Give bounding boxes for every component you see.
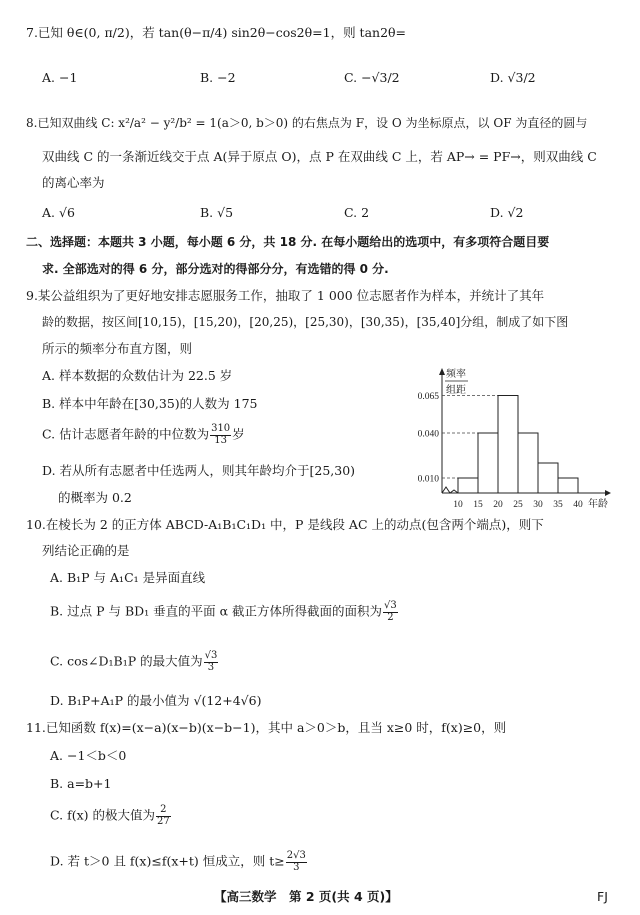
section-2-heading-line-1: 二、选择题：本题共 3 小题，每小题 6 分，共 18 分. 在每小题给出的选项中，有多项符合题目要 [26,235,550,249]
q7-option-c: C. −√3/2 [344,70,400,85]
x-tick-label: 25 [513,500,523,510]
q11-option-c-numerator: 2 [156,805,171,817]
q11-option-d [50,851,308,873]
histogram-plot [418,367,611,510]
q9-line-2: 龄的数据，按区间[10,15)，[15,20)，[20,25)，[25,30)，[30,35)，[35,40]分组，制成了如下图 [42,315,569,329]
q9-option-c-unit: 岁 [232,426,245,442]
q10-option-b [50,601,399,623]
x-axis-arrow [605,490,611,496]
q9-option-c-fraction [210,424,231,446]
q10-option-c-fraction [204,651,219,673]
y-axis-label-top: 频率 [446,369,466,380]
q10-option-b-denominator: 2 [387,611,394,623]
q10-option-b-fraction [383,601,398,623]
q10-option-c-text: C. cos∠D₁B₁P 的最大值为 [50,653,203,669]
q9-line-3: 所示的频率分布直方图，则 [42,341,193,356]
q11-option-b: B. a=b+1 [50,776,112,791]
q10-option-a: A. B₁P 与 A₁C₁ 是异面直线 [50,570,206,585]
q10-option-c-numerator: √3 [204,650,218,661]
q7-option-d: D. √3/2 [490,70,536,85]
q7-option-b: B. −2 [200,70,236,85]
section-2-heading-line-2: 求. 全部选对的得 6 分，部分选对的得部分分，有选错的得 0 分. [42,262,389,276]
axis-break [442,487,458,493]
frequency-histogram [400,365,625,510]
y-axis-label-bottom: 组距 [446,385,466,396]
histogram-bar [558,478,578,493]
q11-option-c-text: C. f(x) 的极大值为 [50,807,155,823]
q8-option-c: C. 2 [344,205,370,220]
q11-option-d-fraction [286,851,307,873]
q9-line-1: 9.某公益组织为了更好地安排志愿服务工作，抽取了 1 000 位志愿者作为样本，并统计了其年 [26,288,545,303]
q11-option-d-numerator: 2√3 [286,850,306,861]
q8-line-3: 的离心率为 [42,175,105,190]
q9-option-a: A. 样本数据的众数估计为 22.5 岁 [42,368,233,383]
q9-option-d-line-2: 的概率为 0.2 [58,490,132,505]
q11-option-a: A. −1＜b＜0 [50,748,127,763]
histogram-bar [538,463,558,493]
y-tick-label: 0.065 [417,392,439,402]
q10-option-d: D. B₁P+A₁P 的最小值为 √(12+4√6) [50,693,262,708]
q9-option-c-text: C. 估计志愿者年龄的中位数为 [42,426,210,442]
q9-option-c-denominator: 13 [214,434,227,446]
q10-option-c [50,651,219,673]
histogram-bar [498,396,518,494]
x-tick-label: 30 [533,500,543,510]
y-tick-label: 0.010 [417,474,439,485]
x-tick-label: 15 [473,500,483,510]
q10-option-c-denominator: 3 [207,661,215,673]
page-footer: 【高三数学 第 2 页(共 4 页)】 [214,889,398,904]
q10-option-b-numerator: √3 [384,600,397,611]
q11-option-c-denominator: 27 [156,815,170,827]
q9-option-d-line-1: D. 若从所有志愿者中任选两人，则其年龄均介于[25,30) [42,463,356,478]
q9-option-b: B. 样本中年龄在[30,35)的人数为 175 [42,396,258,411]
histogram-bar [458,478,478,493]
x-tick-label: 10 [453,500,463,510]
y-axis-arrow [439,368,445,375]
q8-option-d: D. √2 [490,205,524,220]
q10-line-2: 列结论正确的是 [42,543,130,558]
q11-option-c [50,805,172,827]
x-tick-label: 20 [493,500,503,510]
q8-option-b: B. √5 [200,205,234,220]
x-axis-label: 年龄 [588,499,608,510]
y-tick-label: 0.040 [417,429,439,440]
q9-option-c-numerator: 310 [211,423,231,434]
x-tick-label: 35 [553,500,563,510]
histogram-bar [518,433,538,493]
histogram-bar [478,433,498,493]
q8-option-a: A. √6 [42,205,75,220]
q8-line-2: 双曲线 C 的一条渐近线交于点 A(异于原点 O)，点 P 在双曲线 C 上，若 AP→ = PF→，则双曲线 C [42,149,597,164]
q7-option-a: A. −1 [42,70,78,85]
q8-line-1: 8.已知双曲线 C: x²/a² − y²/b² = 1(a＞0, b＞0) 的右焦点为 F，设 O 为坐标原点，以 OF 为直径的圆与 [26,116,588,130]
q9-option-c [42,424,245,446]
q10-option-b-text: B. 过点 P 与 BD₁ 垂直的平面 α 截正方体所得截面的面积为 [50,603,383,619]
q11-option-d-text: D. 若 t＞0 且 f(x)≤f(x+t) 恒成立，则 t≥ [50,853,285,869]
q11-option-c-fraction [156,805,171,827]
q7-stem: 7.已知 θ∈(0, π/2)，若 tan(θ−π/4) sin2θ−cos2θ=1，则 tan2θ= [26,25,407,40]
q10-line-1: 10.在棱长为 2 的正方体 ABCD-A₁B₁C₁D₁ 中，P 是线段 AC 上的动点(包含两个端点)，则下 [26,517,544,532]
x-tick-label: 40 [573,500,583,510]
q11-stem: 11.已知函数 f(x)=(x−a)(x−b)(x−b−1)，其中 a＞0＞b，且当 x≥0 时，f(x)≥0，则 [26,720,507,735]
q11-option-d-denominator: 3 [293,861,300,873]
paper-code: FJ [597,889,608,904]
